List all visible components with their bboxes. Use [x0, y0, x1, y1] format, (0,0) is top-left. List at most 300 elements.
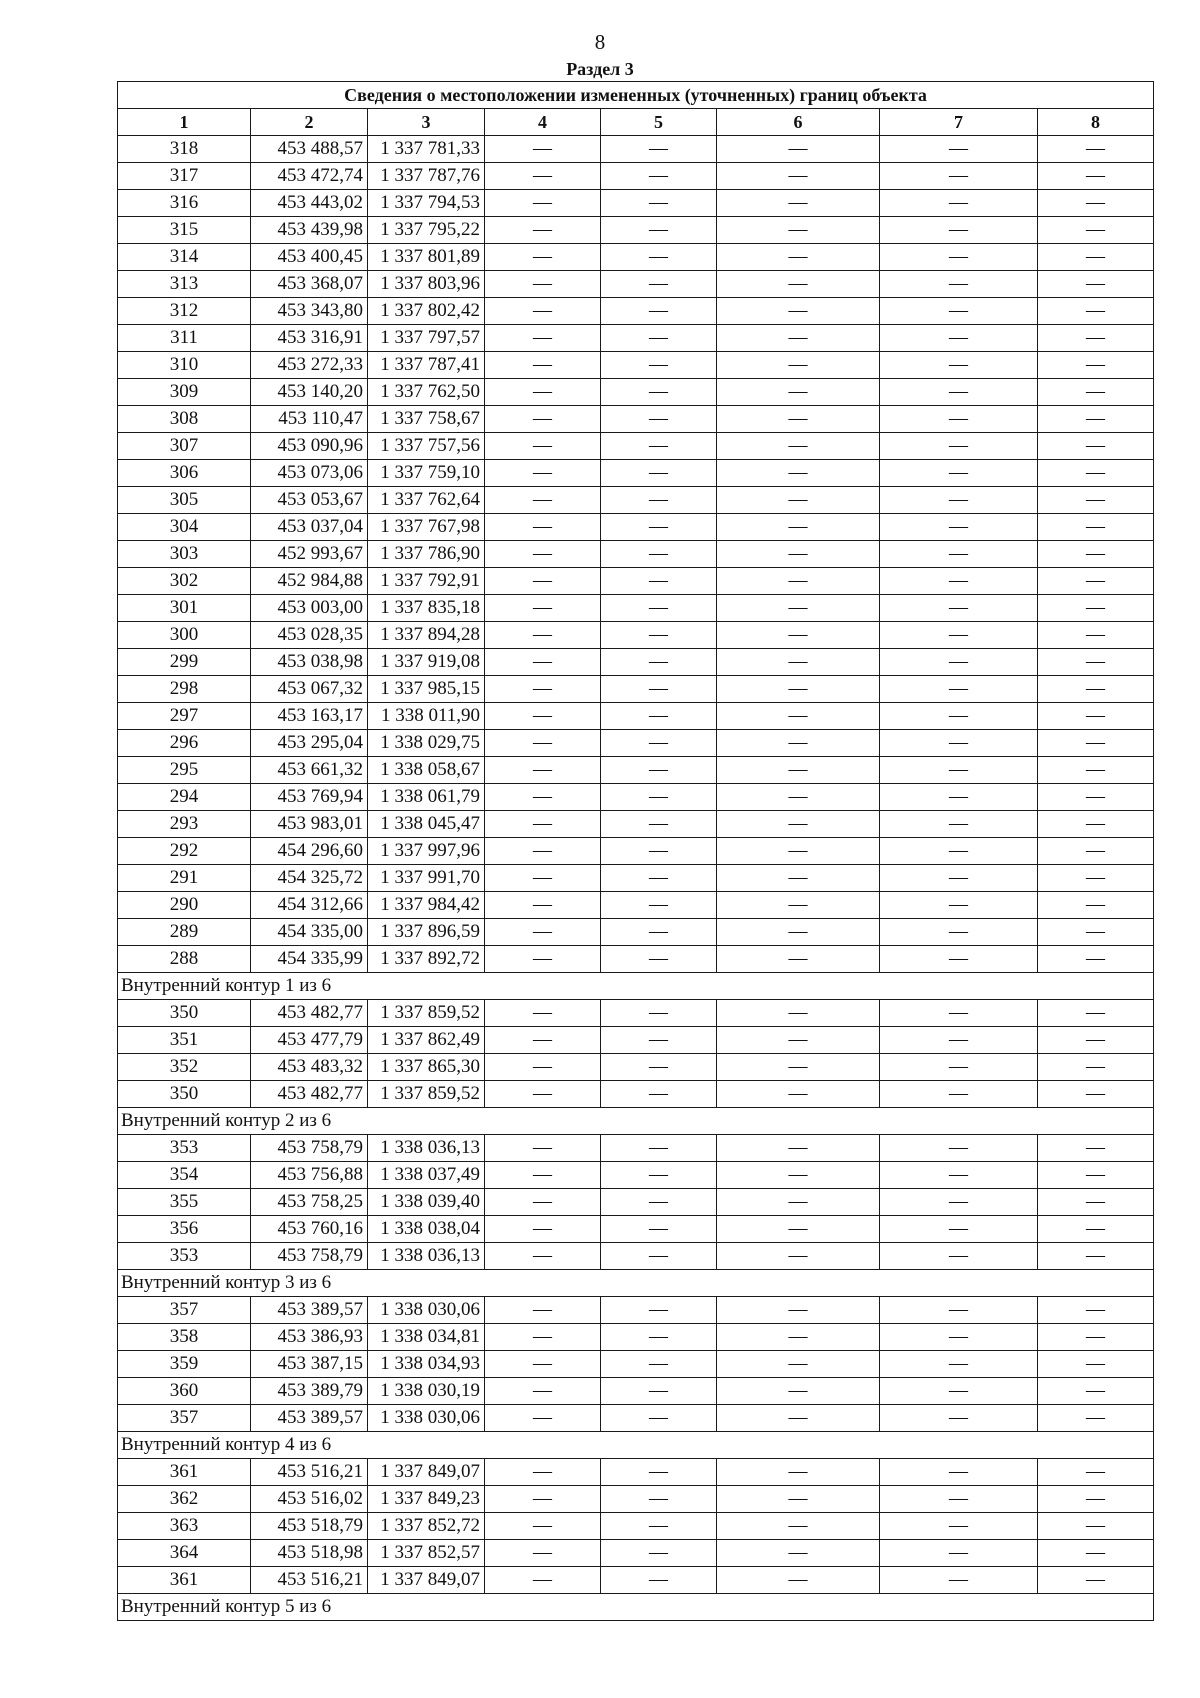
empty-value-cell: — [485, 433, 601, 460]
x-coordinate-cell: 453 272,33 [251, 352, 368, 379]
empty-value-cell: — [601, 1189, 717, 1216]
x-coordinate-cell: 453 518,98 [251, 1540, 368, 1567]
point-number-cell: 361 [118, 1459, 251, 1486]
empty-value-cell: — [717, 703, 880, 730]
contour-label: Внутренний контур 3 из 6 [118, 1270, 1154, 1297]
empty-value-cell: — [485, 1486, 601, 1513]
x-coordinate-cell: 453 389,57 [251, 1297, 368, 1324]
point-number-cell: 359 [118, 1351, 251, 1378]
empty-value-cell: — [601, 730, 717, 757]
empty-value-cell: — [1038, 568, 1154, 595]
empty-value-cell: — [880, 1378, 1038, 1405]
empty-value-cell: — [717, 1189, 880, 1216]
empty-value-cell: — [880, 946, 1038, 973]
empty-value-cell: — [717, 1513, 880, 1540]
empty-value-cell: — [717, 919, 880, 946]
point-number-cell: 308 [118, 406, 251, 433]
x-coordinate-cell: 453 661,32 [251, 757, 368, 784]
y-coordinate-cell: 1 337 803,96 [368, 271, 485, 298]
empty-value-cell: — [485, 1135, 601, 1162]
empty-value-cell: — [1038, 217, 1154, 244]
y-coordinate-cell: 1 338 036,13 [368, 1135, 485, 1162]
empty-value-cell: — [880, 595, 1038, 622]
column-header: 8 [1038, 109, 1154, 136]
empty-value-cell: — [717, 1459, 880, 1486]
empty-value-cell: — [1038, 190, 1154, 217]
empty-value-cell: — [485, 784, 601, 811]
empty-value-cell: — [601, 622, 717, 649]
empty-value-cell: — [601, 1378, 717, 1405]
empty-value-cell: — [601, 487, 717, 514]
empty-value-cell: — [1038, 1027, 1154, 1054]
table-row [118, 1135, 1154, 1162]
empty-value-cell: — [485, 1405, 601, 1432]
empty-value-cell: — [485, 1162, 601, 1189]
point-number-cell: 350 [118, 1081, 251, 1108]
empty-value-cell: — [601, 757, 717, 784]
table-row [118, 919, 1154, 946]
x-coordinate-cell: 453 769,94 [251, 784, 368, 811]
empty-value-cell: — [601, 919, 717, 946]
table-row [118, 703, 1154, 730]
empty-value-cell: — [601, 865, 717, 892]
empty-value-cell: — [880, 1486, 1038, 1513]
table-row [118, 1459, 1154, 1486]
empty-value-cell: — [1038, 460, 1154, 487]
empty-value-cell: — [717, 1054, 880, 1081]
empty-value-cell: — [1038, 865, 1154, 892]
empty-value-cell: — [717, 757, 880, 784]
point-number-cell: 301 [118, 595, 251, 622]
empty-value-cell: — [880, 352, 1038, 379]
empty-value-cell: — [485, 1567, 601, 1594]
empty-value-cell: — [880, 1216, 1038, 1243]
empty-value-cell: — [880, 1189, 1038, 1216]
empty-value-cell: — [601, 1000, 717, 1027]
y-coordinate-cell: 1 337 781,33 [368, 136, 485, 163]
empty-value-cell: — [1038, 1054, 1154, 1081]
table-row [118, 1216, 1154, 1243]
contour-label: Внутренний контур 1 из 6 [118, 973, 1154, 1000]
empty-value-cell: — [485, 1243, 601, 1270]
empty-value-cell: — [485, 271, 601, 298]
empty-value-cell: — [485, 676, 601, 703]
y-coordinate-cell: 1 338 030,19 [368, 1378, 485, 1405]
x-coordinate-cell: 454 296,60 [251, 838, 368, 865]
empty-value-cell: — [717, 541, 880, 568]
table-row [118, 487, 1154, 514]
empty-value-cell: — [1038, 784, 1154, 811]
column-header: 1 [118, 109, 251, 136]
empty-value-cell: — [485, 568, 601, 595]
y-coordinate-cell: 1 337 787,41 [368, 352, 485, 379]
y-coordinate-cell: 1 337 985,15 [368, 676, 485, 703]
y-coordinate-cell: 1 337 849,23 [368, 1486, 485, 1513]
table-caption-row [118, 82, 1154, 109]
table-row [118, 217, 1154, 244]
empty-value-cell: — [717, 1378, 880, 1405]
y-coordinate-cell: 1 338 036,13 [368, 1243, 485, 1270]
empty-value-cell: — [880, 838, 1038, 865]
empty-value-cell: — [717, 460, 880, 487]
table-row [118, 1000, 1154, 1027]
table-row [118, 838, 1154, 865]
empty-value-cell: — [717, 1081, 880, 1108]
table-row [118, 622, 1154, 649]
y-coordinate-cell: 1 338 045,47 [368, 811, 485, 838]
empty-value-cell: — [880, 622, 1038, 649]
empty-value-cell: — [1038, 271, 1154, 298]
empty-value-cell: — [880, 568, 1038, 595]
x-coordinate-cell: 452 984,88 [251, 568, 368, 595]
point-number-cell: 358 [118, 1324, 251, 1351]
empty-value-cell: — [880, 1405, 1038, 1432]
y-coordinate-cell: 1 337 862,49 [368, 1027, 485, 1054]
point-number-cell: 318 [118, 136, 251, 163]
empty-value-cell: — [1038, 541, 1154, 568]
empty-value-cell: — [601, 271, 717, 298]
y-coordinate-cell: 1 337 762,64 [368, 487, 485, 514]
x-coordinate-cell: 454 312,66 [251, 892, 368, 919]
empty-value-cell: — [485, 865, 601, 892]
empty-value-cell: — [601, 1405, 717, 1432]
point-number-cell: 288 [118, 946, 251, 973]
empty-value-cell: — [485, 595, 601, 622]
point-number-cell: 299 [118, 649, 251, 676]
empty-value-cell: — [1038, 1540, 1154, 1567]
empty-value-cell: — [601, 1540, 717, 1567]
empty-value-cell: — [1038, 649, 1154, 676]
point-number-cell: 360 [118, 1378, 251, 1405]
y-coordinate-cell: 1 338 061,79 [368, 784, 485, 811]
empty-value-cell: — [717, 1351, 880, 1378]
empty-value-cell: — [717, 244, 880, 271]
empty-value-cell: — [601, 1567, 717, 1594]
y-coordinate-cell: 1 338 038,04 [368, 1216, 485, 1243]
x-coordinate-cell: 453 758,25 [251, 1189, 368, 1216]
empty-value-cell: — [1038, 163, 1154, 190]
empty-value-cell: — [880, 487, 1038, 514]
table-row [118, 649, 1154, 676]
empty-value-cell: — [1038, 1135, 1154, 1162]
empty-value-cell: — [485, 649, 601, 676]
empty-value-cell: — [880, 1027, 1038, 1054]
empty-value-cell: — [601, 1513, 717, 1540]
empty-value-cell: — [1038, 730, 1154, 757]
empty-value-cell: — [717, 892, 880, 919]
empty-value-cell: — [880, 244, 1038, 271]
empty-value-cell: — [717, 325, 880, 352]
empty-value-cell: — [601, 136, 717, 163]
y-coordinate-cell: 1 337 801,89 [368, 244, 485, 271]
contour-label-row [118, 973, 1154, 1000]
empty-value-cell: — [485, 541, 601, 568]
y-coordinate-cell: 1 337 849,07 [368, 1459, 485, 1486]
empty-value-cell: — [601, 163, 717, 190]
empty-value-cell: — [1038, 325, 1154, 352]
x-coordinate-cell: 453 003,00 [251, 595, 368, 622]
empty-value-cell: — [717, 838, 880, 865]
point-number-cell: 356 [118, 1216, 251, 1243]
point-number-cell: 357 [118, 1297, 251, 1324]
empty-value-cell: — [485, 1216, 601, 1243]
empty-value-cell: — [1038, 487, 1154, 514]
contour-label: Внутренний контур 5 из 6 [118, 1594, 1154, 1621]
column-header: 6 [717, 109, 880, 136]
empty-value-cell: — [880, 757, 1038, 784]
empty-value-cell: — [1038, 1243, 1154, 1270]
empty-value-cell: — [1038, 1405, 1154, 1432]
table-row [118, 136, 1154, 163]
empty-value-cell: — [601, 1027, 717, 1054]
empty-value-cell: — [601, 595, 717, 622]
empty-value-cell: — [717, 1216, 880, 1243]
table-row [118, 514, 1154, 541]
point-number-cell: 364 [118, 1540, 251, 1567]
empty-value-cell: — [717, 946, 880, 973]
empty-value-cell: — [880, 919, 1038, 946]
y-coordinate-cell: 1 337 859,52 [368, 1000, 485, 1027]
empty-value-cell: — [880, 1000, 1038, 1027]
table-row [118, 298, 1154, 325]
table-row [118, 784, 1154, 811]
x-coordinate-cell: 453 760,16 [251, 1216, 368, 1243]
empty-value-cell: — [717, 514, 880, 541]
y-coordinate-cell: 1 337 896,59 [368, 919, 485, 946]
empty-value-cell: — [1038, 406, 1154, 433]
table-row [118, 271, 1154, 298]
empty-value-cell: — [485, 298, 601, 325]
y-coordinate-cell: 1 338 011,90 [368, 703, 485, 730]
column-header-row [118, 109, 1154, 136]
x-coordinate-cell: 453 163,17 [251, 703, 368, 730]
x-coordinate-cell: 453 368,07 [251, 271, 368, 298]
point-number-cell: 357 [118, 1405, 251, 1432]
x-coordinate-cell: 453 090,96 [251, 433, 368, 460]
empty-value-cell: — [880, 460, 1038, 487]
column-header: 4 [485, 109, 601, 136]
point-number-cell: 290 [118, 892, 251, 919]
table-row [118, 1405, 1154, 1432]
empty-value-cell: — [601, 811, 717, 838]
table-row [118, 1324, 1154, 1351]
empty-value-cell: — [717, 163, 880, 190]
contour-label-row [118, 1594, 1154, 1621]
empty-value-cell: — [717, 784, 880, 811]
contour-label-row [118, 1432, 1154, 1459]
table-row [118, 676, 1154, 703]
x-coordinate-cell: 453 389,79 [251, 1378, 368, 1405]
y-coordinate-cell: 1 337 849,07 [368, 1567, 485, 1594]
empty-value-cell: — [880, 433, 1038, 460]
table-row [118, 1513, 1154, 1540]
table-row [118, 325, 1154, 352]
empty-value-cell: — [601, 946, 717, 973]
empty-value-cell: — [1038, 1324, 1154, 1351]
point-number-cell: 297 [118, 703, 251, 730]
x-coordinate-cell: 453 073,06 [251, 460, 368, 487]
empty-value-cell: — [717, 649, 880, 676]
x-coordinate-cell: 453 037,04 [251, 514, 368, 541]
empty-value-cell: — [880, 649, 1038, 676]
empty-value-cell: — [601, 1243, 717, 1270]
empty-value-cell: — [485, 514, 601, 541]
x-coordinate-cell: 453 516,02 [251, 1486, 368, 1513]
empty-value-cell: — [880, 1297, 1038, 1324]
empty-value-cell: — [880, 190, 1038, 217]
x-coordinate-cell: 454 325,72 [251, 865, 368, 892]
empty-value-cell: — [485, 622, 601, 649]
point-number-cell: 306 [118, 460, 251, 487]
empty-value-cell: — [717, 271, 880, 298]
x-coordinate-cell: 453 295,04 [251, 730, 368, 757]
empty-value-cell: — [717, 190, 880, 217]
point-number-cell: 355 [118, 1189, 251, 1216]
table-body [118, 82, 1154, 1621]
point-number-cell: 311 [118, 325, 251, 352]
empty-value-cell: — [880, 892, 1038, 919]
point-number-cell: 312 [118, 298, 251, 325]
point-number-cell: 315 [118, 217, 251, 244]
empty-value-cell: — [485, 1297, 601, 1324]
point-number-cell: 353 [118, 1243, 251, 1270]
empty-value-cell: — [1038, 1351, 1154, 1378]
x-coordinate-cell: 453 038,98 [251, 649, 368, 676]
empty-value-cell: — [717, 1486, 880, 1513]
table-row [118, 244, 1154, 271]
empty-value-cell: — [717, 136, 880, 163]
y-coordinate-cell: 1 338 030,06 [368, 1297, 485, 1324]
empty-value-cell: — [1038, 1297, 1154, 1324]
empty-value-cell: — [880, 1162, 1038, 1189]
y-coordinate-cell: 1 337 787,76 [368, 163, 485, 190]
empty-value-cell: — [1038, 946, 1154, 973]
table-row [118, 433, 1154, 460]
x-coordinate-cell: 453 483,32 [251, 1054, 368, 1081]
table-row [118, 541, 1154, 568]
empty-value-cell: — [1038, 379, 1154, 406]
y-coordinate-cell: 1 338 058,67 [368, 757, 485, 784]
empty-value-cell: — [1038, 1513, 1154, 1540]
empty-value-cell: — [880, 865, 1038, 892]
empty-value-cell: — [717, 568, 880, 595]
empty-value-cell: — [1038, 1162, 1154, 1189]
y-coordinate-cell: 1 337 835,18 [368, 595, 485, 622]
column-header: 7 [880, 109, 1038, 136]
empty-value-cell: — [601, 676, 717, 703]
point-number-cell: 316 [118, 190, 251, 217]
empty-value-cell: — [601, 1216, 717, 1243]
empty-value-cell: — [880, 1540, 1038, 1567]
empty-value-cell: — [1038, 1000, 1154, 1027]
empty-value-cell: — [485, 1459, 601, 1486]
empty-value-cell: — [485, 136, 601, 163]
point-number-cell: 352 [118, 1054, 251, 1081]
empty-value-cell: — [717, 1324, 880, 1351]
empty-value-cell: — [1038, 136, 1154, 163]
empty-value-cell: — [601, 1459, 717, 1486]
x-coordinate-cell: 453 140,20 [251, 379, 368, 406]
empty-value-cell: — [601, 703, 717, 730]
empty-value-cell: — [717, 487, 880, 514]
table-row [118, 1567, 1154, 1594]
y-coordinate-cell: 1 338 034,93 [368, 1351, 485, 1378]
empty-value-cell: — [1038, 433, 1154, 460]
empty-value-cell: — [601, 217, 717, 244]
empty-value-cell: — [1038, 298, 1154, 325]
empty-value-cell: — [485, 190, 601, 217]
empty-value-cell: — [717, 1243, 880, 1270]
empty-value-cell: — [601, 1135, 717, 1162]
empty-value-cell: — [880, 1351, 1038, 1378]
empty-value-cell: — [485, 1027, 601, 1054]
empty-value-cell: — [485, 1189, 601, 1216]
empty-value-cell: — [601, 190, 717, 217]
contour-label: Внутренний контур 4 из 6 [118, 1432, 1154, 1459]
empty-value-cell: — [485, 892, 601, 919]
empty-value-cell: — [485, 163, 601, 190]
empty-value-cell: — [880, 1135, 1038, 1162]
y-coordinate-cell: 1 338 037,49 [368, 1162, 485, 1189]
table-row [118, 811, 1154, 838]
point-number-cell: 291 [118, 865, 251, 892]
empty-value-cell: — [485, 838, 601, 865]
empty-value-cell: — [880, 1513, 1038, 1540]
empty-value-cell: — [485, 730, 601, 757]
table-row [118, 1243, 1154, 1270]
empty-value-cell: — [485, 1000, 601, 1027]
x-coordinate-cell: 453 028,35 [251, 622, 368, 649]
empty-value-cell: — [485, 703, 601, 730]
empty-value-cell: — [1038, 919, 1154, 946]
empty-value-cell: — [717, 352, 880, 379]
empty-value-cell: — [485, 325, 601, 352]
column-header: 2 [251, 109, 368, 136]
y-coordinate-cell: 1 337 759,10 [368, 460, 485, 487]
point-number-cell: 309 [118, 379, 251, 406]
empty-value-cell: — [1038, 676, 1154, 703]
y-coordinate-cell: 1 338 039,40 [368, 1189, 485, 1216]
empty-value-cell: — [601, 1486, 717, 1513]
x-coordinate-cell: 453 482,77 [251, 1000, 368, 1027]
x-coordinate-cell: 453 516,21 [251, 1459, 368, 1486]
empty-value-cell: — [485, 352, 601, 379]
table-row [118, 730, 1154, 757]
point-number-cell: 307 [118, 433, 251, 460]
table-row [118, 1351, 1154, 1378]
boundary-coordinates-table [117, 81, 1154, 1621]
x-coordinate-cell: 453 983,01 [251, 811, 368, 838]
empty-value-cell: — [880, 379, 1038, 406]
point-number-cell: 350 [118, 1000, 251, 1027]
x-coordinate-cell: 453 316,91 [251, 325, 368, 352]
empty-value-cell: — [717, 1405, 880, 1432]
column-header: 3 [368, 109, 485, 136]
empty-value-cell: — [485, 217, 601, 244]
point-number-cell: 295 [118, 757, 251, 784]
point-number-cell: 294 [118, 784, 251, 811]
point-number-cell: 302 [118, 568, 251, 595]
page-number: 8 [594, 30, 606, 54]
point-number-cell: 314 [118, 244, 251, 271]
empty-value-cell: — [880, 1324, 1038, 1351]
empty-value-cell: — [485, 757, 601, 784]
empty-value-cell: — [485, 1324, 601, 1351]
table-row [118, 1486, 1154, 1513]
empty-value-cell: — [485, 244, 601, 271]
x-coordinate-cell: 453 389,57 [251, 1405, 368, 1432]
empty-value-cell: — [717, 1027, 880, 1054]
